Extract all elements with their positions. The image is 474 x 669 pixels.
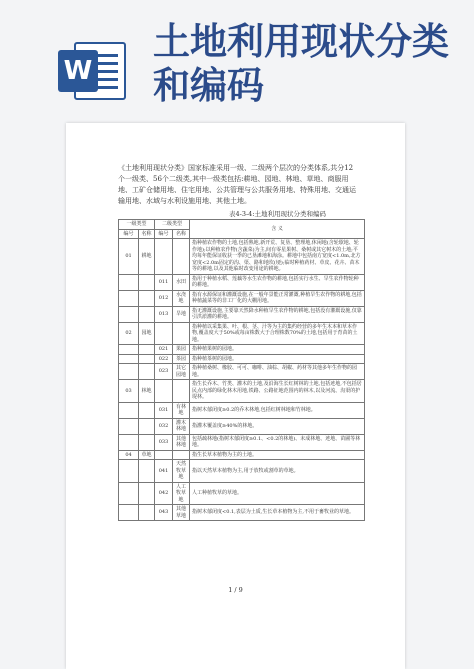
- row-name2: [173, 322, 190, 345]
- row-name1: 草地: [139, 450, 155, 460]
- row-name1: 林地: [139, 380, 155, 403]
- row-description: 指无灌溉设施,主要靠天然降水种植旱生农作物的耕地,包括没有灌溉设施,仅靠引洪淤灌的耕地。: [190, 306, 365, 322]
- row-description: 指树木郁闭度<0.1,表层为土质,生长草本植物为主,不用于畜牧业的草地。: [190, 505, 365, 521]
- row-code2: 043: [155, 505, 173, 521]
- row-description: 指生长草本植物为主的土地。: [190, 450, 365, 460]
- row-description: 指种植桑树、橡胶、可可、咖啡、油棕、胡椒、药材等其他多年生作物的园地。: [190, 364, 365, 380]
- row-code1: 02: [119, 322, 139, 345]
- table-row: [119, 274, 365, 290]
- table-row: [119, 402, 365, 418]
- row-name2: [173, 239, 190, 275]
- row-name1: [139, 354, 155, 364]
- row-name1: [139, 402, 155, 418]
- table-row: [119, 380, 365, 403]
- row-name1: 园地: [139, 322, 155, 345]
- row-description: 指有水源保证和灌溉设施,在一般年景能正常灌溉,种植旱生农作物的耕地,包括种植蔬菜等的非工厂化的大棚用地。: [190, 290, 365, 306]
- header-name: 名称: [139, 229, 155, 239]
- header-level2: 二级类型: [155, 220, 190, 230]
- row-code1: [119, 505, 139, 521]
- table-row: [119, 505, 365, 521]
- header-meaning: 含 义: [190, 220, 365, 239]
- row-code2: 031: [155, 402, 173, 418]
- row-code2: 023: [155, 364, 173, 380]
- row-code2: [155, 322, 173, 345]
- row-name1: [139, 460, 155, 483]
- row-code2: 022: [155, 354, 173, 364]
- row-name2: 其他草地: [173, 505, 190, 521]
- table-row: [119, 364, 365, 380]
- row-name2: 旱地: [173, 306, 190, 322]
- row-name2: 果园: [173, 345, 190, 355]
- table-row: [119, 322, 365, 345]
- table-row: [119, 290, 365, 306]
- row-description: 指以天然草本植物为主,用于放牧或割草的草地。: [190, 460, 365, 483]
- row-name1: [139, 482, 155, 505]
- row-name1: [139, 345, 155, 355]
- row-code2: 021: [155, 345, 173, 355]
- row-name2: 水浇地: [173, 290, 190, 306]
- table-row: [119, 450, 365, 460]
- document-page: [66, 123, 405, 669]
- row-code2: 032: [155, 418, 173, 434]
- table-body: [119, 239, 365, 521]
- row-code1: [119, 364, 139, 380]
- row-description: 指种植以采集果、叶、根、茎、汁等为主的集约经营的多年生木本和草本作物,覆盖度大于50%或每亩株数大于合理株数70%的土地,包括用于育苗的土地。: [190, 322, 365, 345]
- row-code1: 04: [119, 450, 139, 460]
- word-logo-letter: W: [58, 50, 98, 92]
- header-code: 编号: [119, 229, 139, 239]
- row-name1: [139, 306, 155, 322]
- row-name1: [139, 364, 155, 380]
- row-description: 指灌木覆盖度≥40%的林地。: [190, 418, 365, 434]
- row-name1: [139, 434, 155, 450]
- row-code2: 012: [155, 290, 173, 306]
- row-code1: 01: [119, 239, 139, 275]
- row-description: 指用于种植水稻、莲藕等水生农作物的耕地,包括实行水生、旱生农作物轮种的耕地。: [190, 274, 365, 290]
- row-name1: [139, 418, 155, 434]
- row-code2: 033: [155, 434, 173, 450]
- row-description: 人工种植牧草的草地。: [190, 482, 365, 505]
- row-code1: [119, 418, 139, 434]
- header-level1: 一级类型: [119, 220, 155, 230]
- page-number: 1 / 9: [228, 586, 243, 594]
- row-name2: [173, 450, 190, 460]
- row-code1: 03: [119, 380, 139, 403]
- header-code2: 编号: [155, 229, 173, 239]
- row-name2: 人工牧草地: [173, 482, 190, 505]
- table-caption: 表4-3-4:土地利用现状分类和编码: [229, 210, 326, 218]
- row-code1: [119, 354, 139, 364]
- row-description: 指种植农作物的土地,包括熟地,新开荒、复垦、整理地,休闲地(含轮歇地、轮作地);以种植农作物(含蔬菜)为主,间有零星果树、桑树或其它树木的土地;平均每年能保证收获一季的已垦滩地和海涂。耕地中包括南方宽度<1.0m,北方宽度<2.0m固定的沟、渠、路和地坎(埂);临时种植药材、草皮、花卉、苗木等的耕地,以及其他临时改变用途的耕地。: [190, 239, 365, 275]
- row-code2: [155, 239, 173, 275]
- row-code2: 011: [155, 274, 173, 290]
- row-name2: 有林地: [173, 402, 190, 418]
- row-code2: 042: [155, 482, 173, 505]
- table-row: [119, 345, 365, 355]
- row-name2: 其他林地: [173, 434, 190, 450]
- intro-paragraph: 《土地利用现状分类》国家标准采用一级、二级两个层次的分类体系,共分12个一级类、56个二级类,其中一级类包括:耕地、园地、林地、草地、商服用地、工矿仓储用地、住宅用地、公共管理与公共服务用地、特殊用地、交通运输用地、水域与水利设施用地、其他土地。: [118, 164, 356, 205]
- row-code1: [119, 434, 139, 450]
- row-description: 指种植茶树的园地。: [190, 354, 365, 364]
- word-file-icon: [58, 40, 128, 102]
- page-title: 土地利用现状分类和编码: [153, 20, 449, 107]
- row-code1: [119, 345, 139, 355]
- row-name2: 水田: [173, 274, 190, 290]
- document-header: [0, 0, 474, 118]
- row-code1: [119, 306, 139, 322]
- row-description: 指生长乔木、竹类、灌木的土地,及沿海生长红树林的土地,包括迹地,不包括居民点内部的绿化林木用地,铁路、公路征地范围内的林木,以及河流、沟渠的护堤林。: [190, 380, 365, 403]
- row-description: 指种植果树的园地。: [190, 345, 365, 355]
- row-code1: [119, 274, 139, 290]
- row-code2: [155, 450, 173, 460]
- row-code1: [119, 402, 139, 418]
- row-code2: 041: [155, 460, 173, 483]
- row-code2: [155, 380, 173, 403]
- table-row: [119, 239, 365, 275]
- table-header-row: [119, 220, 365, 230]
- land-classification-table: [118, 219, 365, 521]
- row-code2: 013: [155, 306, 173, 322]
- row-name1: [139, 290, 155, 306]
- table-row: [119, 418, 365, 434]
- row-name2: [173, 380, 190, 403]
- table-row: [119, 460, 365, 483]
- row-name2: 其它园地: [173, 364, 190, 380]
- row-description: 包括疏林地(指树木郁闭度≥0.1、<0.2的林地)、未成林地、迹地、苗圃等林地。: [190, 434, 365, 450]
- row-name2: 茶园: [173, 354, 190, 364]
- row-code1: [119, 290, 139, 306]
- row-name2: 天然牧草地: [173, 460, 190, 483]
- row-description: 指树木郁闭度≥0.2的乔木林地,包括红树林地和竹林地。: [190, 402, 365, 418]
- table-row: [119, 354, 365, 364]
- row-code1: [119, 460, 139, 483]
- header-name2: 名称: [173, 229, 190, 239]
- table-row: [119, 434, 365, 450]
- table-row: [119, 306, 365, 322]
- row-name1: [139, 505, 155, 521]
- row-name1: 耕地: [139, 239, 155, 275]
- row-code1: [119, 482, 139, 505]
- table-row: [119, 482, 365, 505]
- row-name2: 灌木林地: [173, 418, 190, 434]
- row-name1: [139, 274, 155, 290]
